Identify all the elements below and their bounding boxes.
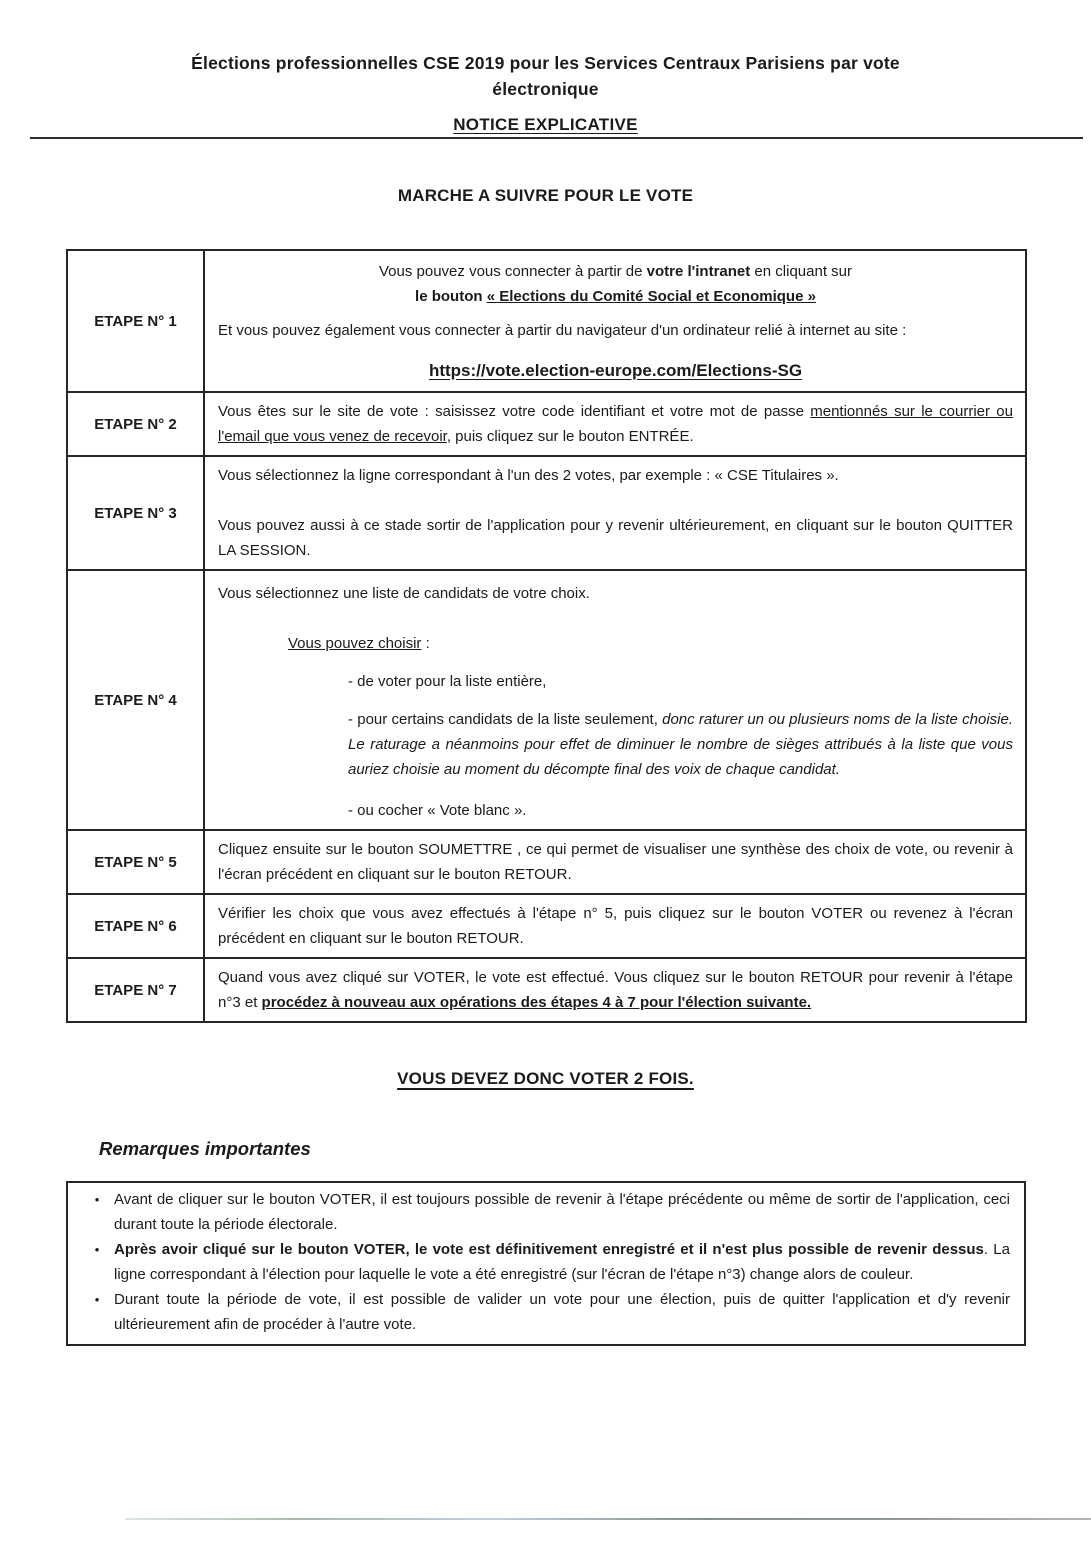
step6-text: Vérifier les choix que vous avez effectués à l'étape n° 5, puis cliquez sur le bouton VOTER ou revenez à l'écran précédent en cliquant sur le bouton RETOUR. — [218, 905, 1013, 947]
step5-label: ETAPE N° 5 — [67, 830, 204, 894]
page-title-line2: électronique — [492, 79, 599, 99]
bullet-icon: • — [94, 1292, 100, 1307]
page-title-line1: Élections professionnelles CSE 2019 pour les Services Centraux Parisiens par vote — [191, 53, 900, 73]
header-rule — [30, 137, 1083, 139]
remark-text: Après avoir cliqué sur le bouton VOTER, le vote est définitivement enregistré et il n'est plus possible de revenir dessus. La ligne correspondant à l'élection pour laquelle le vote a été enregistré (sur l'écran de l'étape n°3) change alors de couleur. — [114, 1241, 1010, 1283]
page-title — [0, 50, 1091, 102]
step7-content — [204, 958, 1026, 1022]
step3-label: ETAPE N° 3 — [67, 456, 204, 570]
table-row — [67, 570, 1026, 830]
step7-label: ETAPE N° 7 — [67, 958, 204, 1022]
step1-label: ETAPE N° 1 — [67, 250, 204, 392]
remark-text: Durant toute la période de vote, il est possible de valider un vote pour une élection, puis de quitter l'application et d'y revenir ultérieurement afin de procéder à l'autre vote. — [114, 1291, 1010, 1333]
step5-content — [204, 830, 1026, 894]
table-row — [67, 830, 1026, 894]
step2-label: ETAPE N° 2 — [67, 392, 204, 456]
step4-option-strike: - pour certains candidats de la liste seulement, donc raturer un ou plusieurs noms de la liste choisie. Le raturage a néanmoins pour effet de diminuer le nombre de sièges attribués à la liste que vous auriez choisie au moment du décompte final des voix de chaque candidat. — [348, 711, 1014, 778]
remark-text: Avant de cliquer sur le bouton VOTER, il est toujours possible de revenir à l'étape précédente ou même de sortir de l'application, ceci durant toute la période électorale. — [114, 1191, 1010, 1233]
step4-option-full-list: - de voter pour la liste entière, — [348, 673, 547, 690]
step4-choose-line: Vous pouvez choisir : — [288, 635, 430, 652]
step7-text: Quand vous avez cliqué sur VOTER, le vote est effectué. Vous cliquez sur le bouton RETOUR pour revenir à l'étape n°3 et procédez à nouveau aux opérations des étapes 4 à 7 pour l'élection suivante. — [218, 969, 1013, 1011]
step6-content — [204, 894, 1026, 958]
step4-label: ETAPE N° 4 — [67, 570, 204, 830]
step6-label: ETAPE N° 6 — [67, 894, 204, 958]
bullet-icon: • — [94, 1192, 100, 1207]
table-row — [67, 250, 1026, 392]
table-row — [67, 958, 1026, 1022]
notice-subtitle: NOTICE EXPLICATIVE — [453, 115, 638, 134]
document-header — [0, 0, 1091, 206]
step3-select-line: Vous sélectionnez la ligne correspondant à l'un des 2 votes, par exemple : « CSE Titulaires ». — [218, 467, 839, 484]
vote-url-line — [218, 358, 1013, 383]
step4-intro: Vous sélectionnez une liste de candidats de votre choix. — [218, 585, 590, 602]
section-heading: MARCHE A SUIVRE POUR LE VOTE — [397, 186, 694, 205]
step2-content — [204, 392, 1026, 456]
remarks-box — [66, 1181, 1026, 1346]
vote-twice-banner: VOUS DEVEZ DONC VOTER 2 FOIS. — [397, 1069, 694, 1088]
step1-browser-line: Et vous pouvez également vous connecter à partir du navigateur d'un ordinateur relié à internet au site : — [218, 322, 907, 339]
remark-item — [80, 1187, 1010, 1237]
step3-content — [204, 456, 1026, 570]
scan-artifact-line — [125, 1518, 1091, 1520]
step1-content — [204, 250, 1026, 392]
bullet-icon: • — [94, 1242, 100, 1257]
remark-item — [80, 1237, 1010, 1287]
table-row — [67, 392, 1026, 456]
remarks-heading: Remarques importantes — [99, 1138, 311, 1159]
step1-intranet-line: Vous pouvez vous connecter à partir de votre l'intranet en cliquant sur le bouton « Elections du Comité Social et Economique » — [379, 263, 852, 305]
step4-option-blank: - ou cocher « Vote blanc ». — [348, 802, 527, 819]
table-row — [67, 894, 1026, 958]
step4-content — [204, 570, 1026, 830]
step5-text: Cliquez ensuite sur le bouton SOUMETTRE , ce qui permet de visualiser une synthèse des choix de vote, ou revenir à l'écran précédent en cliquant sur le bouton RETOUR. — [218, 841, 1013, 883]
remark-item — [80, 1287, 1010, 1337]
steps-table — [66, 249, 1027, 1023]
step2-text: Vous êtes sur le site de vote : saisissez votre code identifiant et votre mot de passe mentionnés sur le courrier ou l'email que vous venez de recevoir, puis cliquez sur le bouton ENTRÉE. — [218, 403, 1013, 445]
step3-quit-line: Vous pouvez aussi à ce stade sortir de l'application pour y revenir ultérieurement, en cliquant sur le bouton QUITTER LA SESSION. — [218, 517, 1013, 559]
table-row — [67, 456, 1026, 570]
vote-url-link[interactable]: https://vote.election-europe.com/Elections-SG — [428, 361, 803, 380]
